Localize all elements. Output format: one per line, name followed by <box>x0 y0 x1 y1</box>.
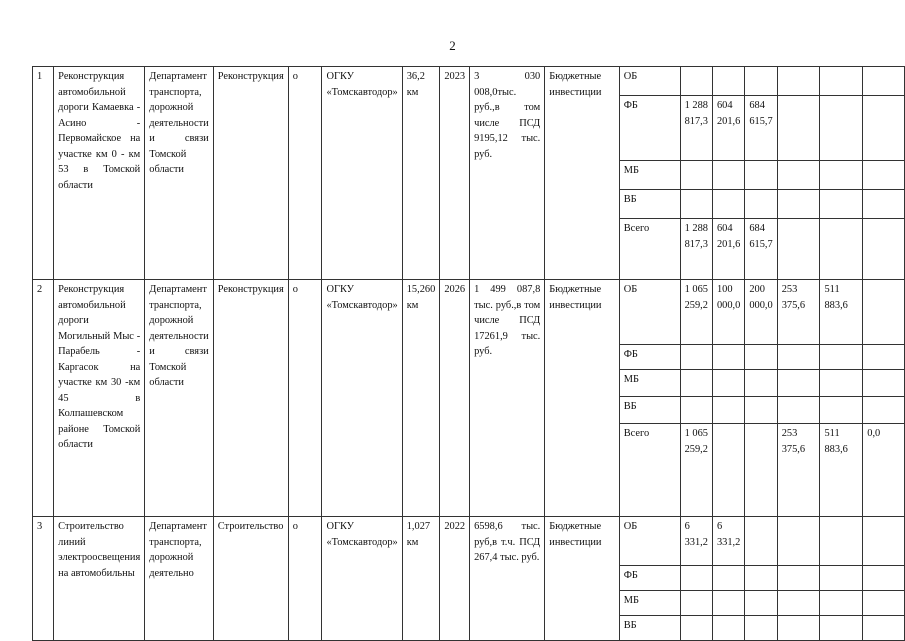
row-number: 3 <box>33 517 54 641</box>
funding-value <box>863 219 905 280</box>
funding-value: 1 065 259,2 <box>680 424 712 517</box>
funding-value <box>820 345 863 370</box>
funding-value: 6 331,2 <box>712 517 744 566</box>
funding-value: 511 883,6 <box>820 280 863 345</box>
funding-value: 200 000,0 <box>745 280 777 345</box>
customer: ОГКУ «Томскавтодор» <box>322 67 402 280</box>
work-type: Реконструкция <box>213 280 288 517</box>
funding-value <box>680 161 712 190</box>
funding-source-label: ВБ <box>619 616 680 641</box>
funding-value <box>745 190 777 219</box>
funding-value <box>712 345 744 370</box>
object-name: Реконструкция автомобильной дороги Могильный Мыс - Парабель - Каргасок на участке км 30 -км 45 в Колпашевском районе Томской области <box>54 280 145 517</box>
funding-value <box>777 96 820 161</box>
funding-value <box>777 219 820 280</box>
funding-value <box>820 161 863 190</box>
funding-value: 684 615,7 <box>745 96 777 161</box>
funding-value <box>680 345 712 370</box>
funding-value: 6 331,2 <box>680 517 712 566</box>
funding-value: 604 201,6 <box>712 219 744 280</box>
funding-value: 511 883,6 <box>820 424 863 517</box>
investment-type: Бюджетные инвестиции <box>545 67 619 280</box>
funding-source-label: ФБ <box>619 345 680 370</box>
funding-value <box>777 591 820 616</box>
funding-value <box>863 566 905 591</box>
funding-value <box>777 517 820 566</box>
funding-value: 684 615,7 <box>745 219 777 280</box>
object-mark: о <box>288 67 322 280</box>
customer: ОГКУ «Томскавтодор» <box>322 280 402 517</box>
funding-value <box>745 161 777 190</box>
funding-value: 1 288 817,3 <box>680 219 712 280</box>
funding-value <box>712 591 744 616</box>
funding-value <box>820 219 863 280</box>
investment-type: Бюджетные инвестиции <box>545 280 619 517</box>
funding-value <box>680 67 712 96</box>
funding-value: 604 201,6 <box>712 96 744 161</box>
work-type: Реконструкция <box>213 67 288 280</box>
row-number: 2 <box>33 280 54 517</box>
funding-value <box>712 616 744 641</box>
funding-value <box>745 517 777 566</box>
funding-value <box>820 591 863 616</box>
funding-value: 253 375,6 <box>777 424 820 517</box>
table-row <box>33 67 905 96</box>
funding-value <box>777 616 820 641</box>
funding-value <box>680 591 712 616</box>
funding-value <box>863 280 905 345</box>
funding-value <box>680 370 712 397</box>
funding-value <box>863 517 905 566</box>
funding-value <box>863 616 905 641</box>
funding-value <box>863 67 905 96</box>
funding-source-label: МБ <box>619 161 680 190</box>
funding-value <box>712 370 744 397</box>
funding-value <box>777 345 820 370</box>
funding-value <box>745 370 777 397</box>
funding-value <box>820 67 863 96</box>
funding-value <box>680 397 712 424</box>
funding-value: 1 065 259,2 <box>680 280 712 345</box>
funding-value <box>712 67 744 96</box>
funding-value <box>777 161 820 190</box>
object-name: Реконструкция автомобильной дороги Камаевка - Асино - Первомайское на участке км 0 - км 53 в Томской области <box>54 67 145 280</box>
funding-value <box>777 190 820 219</box>
investment-table <box>32 66 905 641</box>
funding-value <box>745 424 777 517</box>
work-type: Строительство <box>213 517 288 641</box>
funding-value <box>712 397 744 424</box>
funding-value <box>863 397 905 424</box>
funding-value <box>820 190 863 219</box>
table-row <box>33 280 905 345</box>
funding-source-label: Всего <box>619 219 680 280</box>
funding-value <box>820 397 863 424</box>
funding-source-label: МБ <box>619 370 680 397</box>
page-number: 2 <box>449 38 456 53</box>
funding-source-label: ОБ <box>619 280 680 345</box>
department: Департамент транспорта, дорожной деятельности и связи Томской области <box>145 280 213 517</box>
object-name: Строительство линий электроосвещения на автомобильны <box>54 517 145 641</box>
funding-source-label: ВБ <box>619 190 680 219</box>
department: Департамент транспорта, дорожной деятельно <box>145 517 213 641</box>
funding-source-label: Всего <box>619 424 680 517</box>
cost: 1 499 087,8 тыс. руб.,в том числе ПСД 17261,9 тыс. руб. <box>470 280 545 517</box>
department: Департамент транспорта, дорожной деятельности и связи Томской области <box>145 67 213 280</box>
funding-value <box>712 161 744 190</box>
row-number: 1 <box>33 67 54 280</box>
funding-value <box>680 616 712 641</box>
funding-value <box>745 397 777 424</box>
funding-value <box>777 566 820 591</box>
funding-value <box>777 370 820 397</box>
funding-value <box>745 345 777 370</box>
funding-source-label: МБ <box>619 591 680 616</box>
customer: ОГКУ «Томскавтодор» <box>322 517 402 641</box>
funding-value <box>863 345 905 370</box>
funding-value <box>863 591 905 616</box>
funding-value <box>777 67 820 96</box>
object-mark: о <box>288 280 322 517</box>
year: 2022 <box>440 517 470 641</box>
funding-value <box>863 370 905 397</box>
funding-value <box>712 424 744 517</box>
length: 36,2 км <box>402 67 440 280</box>
object-mark: о <box>288 517 322 641</box>
length: 1,027 км <box>402 517 440 641</box>
funding-source-label: ФБ <box>619 566 680 591</box>
length: 15,260 км <box>402 280 440 517</box>
funding-value <box>712 190 744 219</box>
funding-value <box>820 96 863 161</box>
funding-source-label: ОБ <box>619 517 680 566</box>
funding-value <box>745 591 777 616</box>
funding-value <box>745 566 777 591</box>
funding-value <box>863 96 905 161</box>
funding-value <box>745 67 777 96</box>
funding-source-label: ВБ <box>619 397 680 424</box>
investment-type: Бюджетные инвестиции <box>545 517 619 641</box>
cost: 3 030 008,0тыс. руб.,в том числе ПСД 9195,12 тыс. руб. <box>470 67 545 280</box>
funding-value <box>863 190 905 219</box>
funding-value <box>680 566 712 591</box>
funding-value <box>820 566 863 591</box>
table-row <box>33 517 905 566</box>
cost: 6598,6 тыс. руб,в т.ч. ПСД 267,4 тыс. руб. <box>470 517 545 641</box>
year: 2023 <box>440 67 470 280</box>
funding-source-label: ОБ <box>619 67 680 96</box>
funding-value: 100 000,0 <box>712 280 744 345</box>
funding-value <box>712 566 744 591</box>
funding-source-label: ФБ <box>619 96 680 161</box>
year: 2026 <box>440 280 470 517</box>
funding-value <box>820 370 863 397</box>
funding-value <box>820 517 863 566</box>
funding-value <box>820 616 863 641</box>
funding-value <box>680 190 712 219</box>
funding-value <box>863 161 905 190</box>
funding-value <box>745 616 777 641</box>
funding-value: 253 375,6 <box>777 280 820 345</box>
funding-value: 1 288 817,3 <box>680 96 712 161</box>
funding-value: 0,0 <box>863 424 905 517</box>
funding-value <box>777 397 820 424</box>
